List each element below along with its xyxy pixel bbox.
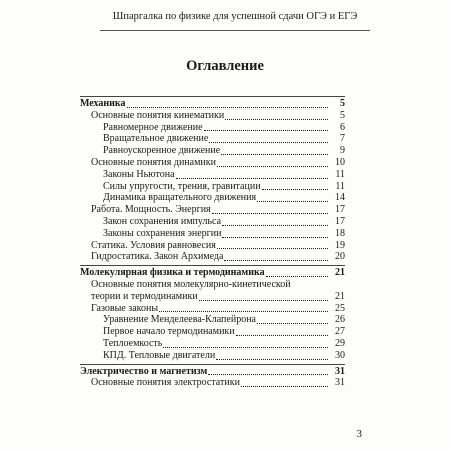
toc-entry[interactable]	[80, 133, 345, 145]
leader-dots	[222, 225, 328, 226]
toc-section[interactable]	[80, 267, 345, 279]
toc-entry-title: КПД. Тепловые двигатели	[103, 349, 216, 361]
leader-dots	[241, 386, 328, 387]
leader-dots	[209, 142, 328, 143]
toc-entry-page: 31	[335, 365, 345, 377]
toc-section[interactable]	[80, 98, 345, 110]
toc-entry-page: 18	[335, 227, 345, 239]
toc-entry-page: 17	[335, 215, 345, 227]
toc-entry-title: теории и термодинамики	[91, 290, 198, 302]
toc-entry[interactable]	[80, 377, 345, 389]
toc-entry-title: Газовые законы	[91, 302, 159, 314]
toc-entry[interactable]	[80, 192, 345, 204]
toc-entry-title: Основные понятия кинематики	[91, 109, 225, 121]
toc-entry-title: Работа. Мощность. Энергия	[91, 204, 211, 216]
toc-entry-page: 25	[335, 302, 345, 314]
leader-dots	[216, 359, 328, 360]
toc-entry-page: 20	[335, 251, 345, 263]
leader-dots	[127, 107, 328, 108]
toc-entry-title: Первое начало термодинамики	[103, 326, 235, 338]
toc-entry-page: 30	[335, 349, 345, 361]
toc-entry-title: Законы Ньютона	[103, 168, 175, 180]
toc-entry-page: 6	[340, 121, 345, 133]
toc-entry-page: 14	[335, 192, 345, 204]
toc-entry-page: 11	[335, 168, 345, 180]
toc-entry-page: 11	[335, 180, 345, 192]
toc-entry-title: Силы упругости, трения, гравитации	[103, 180, 261, 192]
toc-entry-page: 29	[335, 337, 345, 349]
toc-entry[interactable]	[80, 122, 345, 134]
toc-entry-title: Равномерное движение	[103, 121, 203, 133]
page-number: 3	[356, 428, 362, 440]
toc-entry[interactable]	[80, 338, 345, 350]
toc-entry-title: Электричество и магнетизм	[80, 365, 208, 377]
toc-entry-page: 5	[340, 98, 345, 109]
toc-entry-page: 31	[335, 377, 345, 389]
toc-entry-title: Теплоемкость	[103, 337, 163, 349]
leader-dots	[204, 130, 328, 131]
leader-dots	[212, 213, 328, 214]
leader-dots	[257, 201, 328, 202]
leader-dots	[266, 276, 328, 277]
toc-entry-title: Вращательное движение	[103, 133, 209, 145]
toc-entry-page: 10	[335, 156, 345, 168]
leader-dots	[208, 374, 328, 375]
toc-entry-page: 7	[340, 133, 345, 145]
leader-dots	[236, 335, 328, 336]
toc-entry-page: 9	[340, 145, 345, 157]
leader-dots	[225, 119, 328, 120]
leader-dots	[199, 300, 328, 301]
toc-entry-title: Механика	[80, 98, 126, 109]
toc-entry[interactable]	[80, 181, 345, 193]
toc-entry-title: Закон сохранения импульса	[103, 215, 222, 227]
toc-entry[interactable]	[80, 251, 345, 263]
toc-section[interactable]	[80, 366, 345, 378]
toc-entry-title: Уравнение Менделеева-Клапейрона	[103, 314, 256, 326]
toc-entry[interactable]	[80, 326, 345, 338]
page-title: Оглавление	[186, 58, 264, 74]
header-rule	[100, 30, 370, 31]
toc-entry-page: 26	[335, 314, 345, 326]
toc-entry-title: Основные понятия молекулярно-кинетической	[91, 278, 291, 290]
leader-dots	[159, 311, 328, 312]
leader-dots	[163, 347, 328, 348]
toc-entry[interactable]	[80, 216, 345, 228]
running-header: Шпаргалка по физике для успешной сдачи ОГЭ и ЕГЭ	[112, 11, 358, 22]
toc-entry[interactable]	[80, 350, 345, 362]
section-rule	[80, 96, 345, 97]
toc-entry-title: Законы сохранения энергии	[103, 227, 222, 239]
toc-entry[interactable]	[80, 157, 345, 169]
toc-entry[interactable]	[80, 291, 345, 303]
leader-dots	[224, 260, 328, 261]
toc-entry[interactable]	[80, 279, 345, 291]
toc-entry[interactable]	[80, 240, 345, 252]
toc-entry-title: Равноускоренное движение	[103, 145, 221, 157]
toc-entry-title: Гидростатика. Закон Архимеда	[91, 251, 224, 263]
toc-entry[interactable]	[80, 169, 345, 181]
leader-dots	[222, 237, 328, 238]
toc-entry-page: 21	[335, 290, 345, 302]
toc-entry[interactable]	[80, 204, 345, 216]
toc-entry-title: Основные понятия электростатики	[91, 377, 240, 389]
toc-entry-page: 17	[335, 204, 345, 216]
leader-dots	[217, 248, 328, 249]
leader-dots	[262, 189, 328, 190]
toc-entry-page: 27	[335, 326, 345, 338]
section-rule	[80, 364, 345, 365]
toc-entry[interactable]	[80, 145, 345, 157]
toc-entry-title: Динамика вращательного движения	[103, 192, 257, 204]
toc-entry[interactable]	[80, 314, 345, 326]
toc-entry-page: 5	[340, 109, 345, 121]
table-of-contents	[80, 94, 345, 389]
toc-entry[interactable]	[80, 303, 345, 315]
section-rule	[80, 265, 345, 266]
toc-entry-title: Статика. Условия равновесия	[91, 239, 216, 251]
toc-entry[interactable]	[80, 110, 345, 122]
leader-dots	[176, 178, 328, 179]
leader-dots	[217, 166, 328, 167]
toc-entry-page: 19	[335, 239, 345, 251]
toc-entry-title: Основные понятия динамики	[91, 156, 216, 168]
leader-dots	[221, 154, 328, 155]
toc-entry-title: Молекулярная физика и термодинамика	[80, 267, 265, 279]
toc-entry-page: 21	[335, 267, 345, 279]
leader-dots	[257, 323, 328, 324]
toc-entry[interactable]	[80, 228, 345, 240]
